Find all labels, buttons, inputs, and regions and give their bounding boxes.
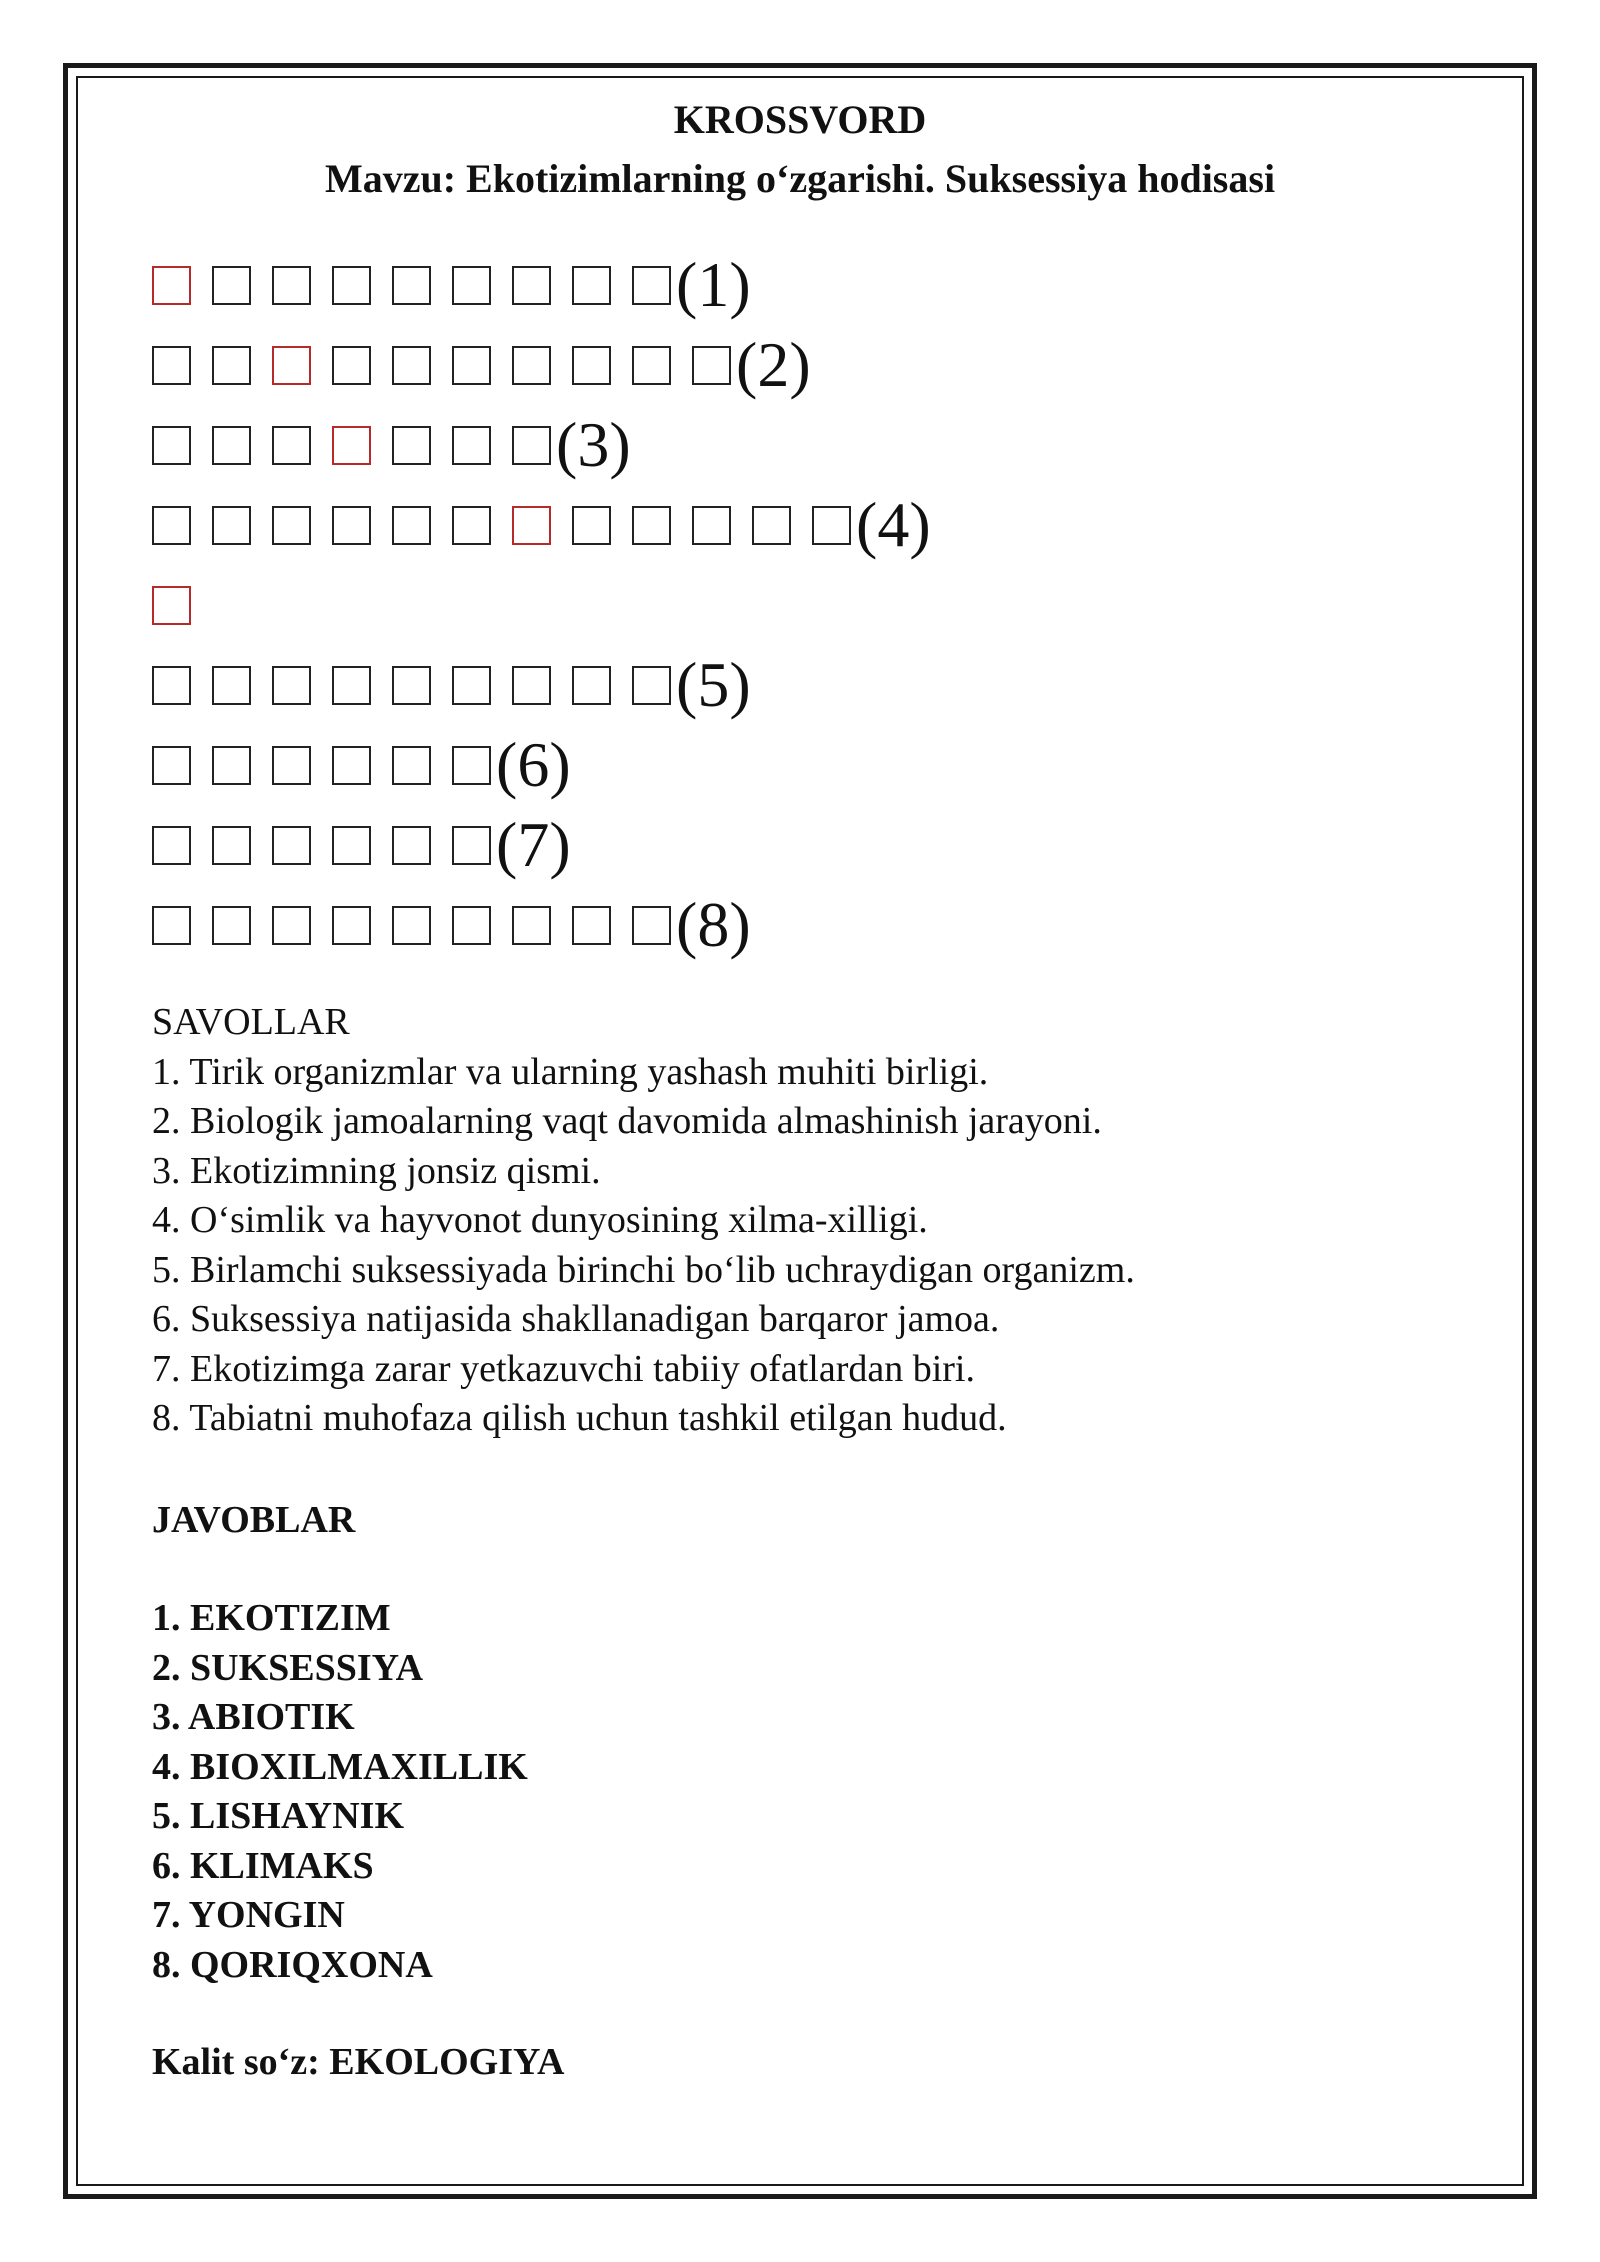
answer-item: 1. EKOTIZIM — [152, 1597, 391, 1639]
crossword-row — [152, 725, 931, 805]
question-item: 1. Tirik organizmlar va ularning yashash muhiti birligi. — [152, 1050, 989, 1093]
crossword-cell — [212, 426, 251, 465]
crossword-cell — [512, 346, 551, 385]
crossword-cell — [572, 666, 611, 705]
crossword-cell — [452, 346, 491, 385]
question-item: 4. O‘simlik va hayvonot dunyosining xilma-xilligi. — [152, 1199, 928, 1241]
crossword-cell — [812, 506, 851, 545]
crossword-cell — [212, 266, 251, 305]
question-item: 5. Birlamchi suksessiyada birinchi bo‘lib uchraydigan organizm. — [152, 1248, 1135, 1291]
answer-item: 4. BIOXILMAXILLIK — [152, 1745, 528, 1788]
crossword-cell — [572, 506, 611, 545]
answer-item: 8. QORIQXONA — [152, 1943, 433, 1986]
crossword-row — [152, 805, 931, 885]
crossword-cell — [572, 266, 611, 305]
crossword-cell — [392, 746, 431, 785]
crossword-key-cell — [152, 586, 191, 625]
crossword-cell — [752, 506, 791, 545]
question-item: 7. Ekotizimga zarar yetkazuvchi tabiiy ofatlardan biri. — [152, 1347, 975, 1390]
crossword-cell — [272, 426, 311, 465]
crossword-cell — [452, 506, 491, 545]
crossword-row — [152, 245, 931, 325]
crossword-key-cell — [152, 266, 191, 305]
answer-item: 5. LISHAYNIK — [152, 1795, 405, 1837]
crossword-cell — [332, 826, 371, 865]
crossword-cell — [332, 266, 371, 305]
crossword-cell — [392, 666, 431, 705]
crossword-row — [152, 565, 931, 645]
document-title: KROSSVORD — [673, 97, 927, 142]
crossword-cell — [272, 666, 311, 705]
keyword-line: Kalit so‘z: EKOLOGIYA — [152, 2041, 565, 2083]
crossword-cell — [392, 266, 431, 305]
crossword-cell — [212, 346, 251, 385]
crossword-cell — [452, 426, 491, 465]
crossword-cell — [272, 906, 311, 945]
questions-section — [152, 998, 1135, 1444]
answer-item: 3. ABIOTIK — [152, 1696, 355, 1738]
crossword-row — [152, 485, 931, 565]
crossword-cell — [272, 826, 311, 865]
crossword-row-number: (6) — [496, 729, 571, 800]
crossword-cell — [392, 426, 431, 465]
crossword-cell — [152, 746, 191, 785]
crossword-key-cell — [272, 346, 311, 385]
document-subtitle: Mavzu: Ekotizimlarning o‘zgarishi. Suksessiya hodisasi — [324, 156, 1276, 201]
crossword-cell — [632, 266, 671, 305]
crossword-cell — [152, 506, 191, 545]
crossword-cell — [572, 346, 611, 385]
crossword-cell — [452, 826, 491, 865]
crossword-row — [152, 405, 931, 485]
crossword-cell — [452, 906, 491, 945]
question-item: 2. Biologik jamoalarning vaqt davomida almashinish jarayoni. — [152, 1100, 1102, 1142]
crossword-cell — [452, 746, 491, 785]
crossword-cell — [152, 906, 191, 945]
answers-section — [152, 1594, 528, 1990]
crossword-cell — [212, 506, 251, 545]
answer-item: 6. KLIMAKS — [152, 1844, 374, 1887]
crossword-cell — [272, 266, 311, 305]
crossword-cell — [332, 346, 371, 385]
crossword-cell — [512, 906, 551, 945]
crossword-cell — [152, 426, 191, 465]
crossword-cell — [452, 266, 491, 305]
crossword-cell — [332, 666, 371, 705]
crossword-cell — [632, 506, 671, 545]
answer-item: 2. SUKSESSIYA — [152, 1646, 424, 1689]
crossword-cell — [572, 906, 611, 945]
crossword-cell — [272, 746, 311, 785]
crossword-cell — [512, 426, 551, 465]
crossword-cell — [212, 666, 251, 705]
crossword-cell — [452, 666, 491, 705]
crossword-cell — [632, 666, 671, 705]
crossword-row-number: (7) — [496, 809, 571, 880]
crossword-cell — [272, 506, 311, 545]
crossword-row-number: (5) — [676, 649, 751, 720]
crossword-cell — [632, 906, 671, 945]
crossword-cell — [692, 346, 731, 385]
crossword-row-number: (3) — [556, 409, 631, 480]
crossword-key-cell — [512, 506, 551, 545]
crossword-cell — [212, 746, 251, 785]
crossword-cell — [512, 666, 551, 705]
crossword-cell — [392, 826, 431, 865]
crossword-row — [152, 645, 931, 725]
crossword-cell — [152, 666, 191, 705]
crossword-cell — [332, 746, 371, 785]
question-item: 6. Suksessiya natijasida shakllanadigan barqaror jamoa. — [152, 1298, 1000, 1340]
crossword-row-number: (4) — [856, 489, 931, 560]
crossword-row — [152, 885, 931, 965]
crossword-row-number: (1) — [676, 249, 751, 320]
crossword-cell — [332, 506, 371, 545]
crossword-cell — [632, 346, 671, 385]
crossword-row — [152, 325, 931, 405]
crossword-cell — [512, 266, 551, 305]
answers-heading: JAVOBLAR — [152, 1499, 356, 1541]
crossword-key-cell — [332, 426, 371, 465]
answer-item: 7. YONGIN — [152, 1894, 345, 1936]
crossword-grid — [152, 245, 931, 965]
questions-heading: SAVOLLAR — [152, 1001, 350, 1043]
crossword-row-number: (2) — [736, 329, 811, 400]
crossword-cell — [332, 906, 371, 945]
crossword-cell — [212, 906, 251, 945]
crossword-cell — [152, 826, 191, 865]
crossword-cell — [392, 346, 431, 385]
crossword-cell — [152, 346, 191, 385]
crossword-cell — [392, 906, 431, 945]
question-item: 3. Ekotizimning jonsiz qismi. — [152, 1149, 601, 1192]
crossword-cell — [392, 506, 431, 545]
crossword-cell — [692, 506, 731, 545]
crossword-cell — [212, 826, 251, 865]
crossword-row-number: (8) — [676, 889, 751, 960]
question-item: 8. Tabiatni muhofaza qilish uchun tashkil etilgan hudud. — [152, 1397, 1007, 1439]
